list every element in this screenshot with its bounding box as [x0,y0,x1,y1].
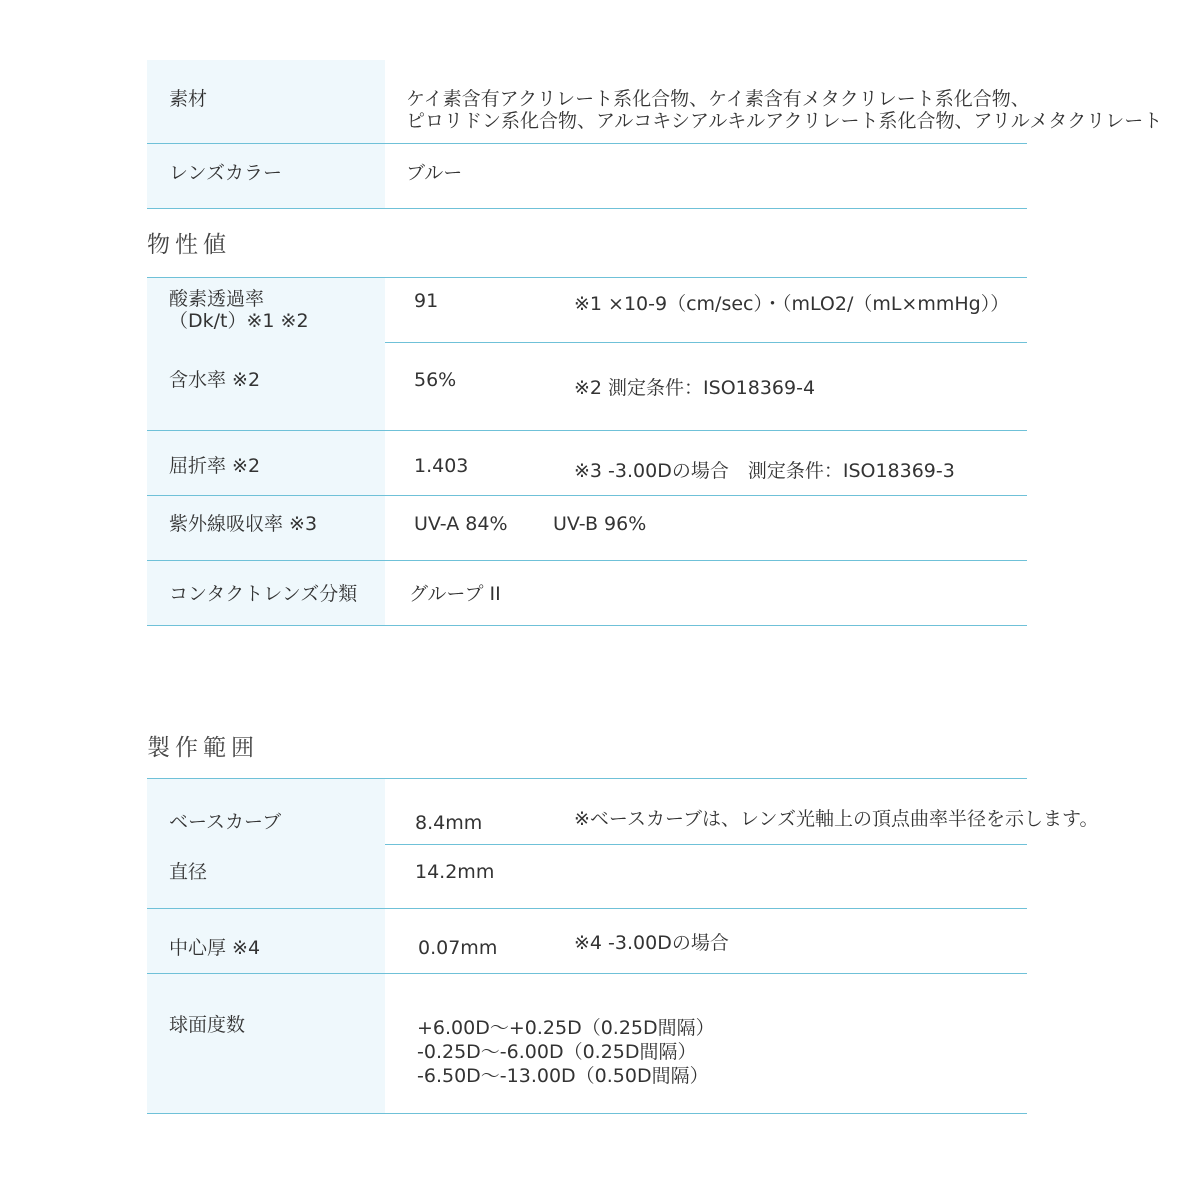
oxygen-row [147,277,1027,343]
material-label: 素材 [169,88,208,110]
lens-color-label: レンズカラー [169,162,282,184]
center-thickness-label: 中心厚 ※4 [169,937,261,959]
center-thickness-note: ※4 -3.00Dの場合 [574,932,729,954]
refractive-index-value: 1.403 [414,455,469,477]
oxygen-value: 91 [414,290,439,312]
lens-classification-row [147,561,1027,626]
sphere-power-range-3: -6.50D～-13.00D（0.50D間隔） [417,1065,709,1087]
sphere-power-values [417,1016,715,1088]
physical-properties-heading: 物性値 [147,232,231,258]
diameter-label: 直径 [169,861,208,883]
refractive-index-label: 屈折率 ※2 [169,455,261,477]
refractive-index-row [147,431,1027,496]
production-range-heading: 製作範囲 [147,735,259,761]
material-line-1: ケイ素含有アクリレート系化合物、ケイ素含有メタクリレート系化合物、 [406,88,1030,110]
base-curve-value: 8.4mm [415,812,483,834]
diameter-value: 14.2mm [415,861,495,883]
water-content-value: 56% [414,369,457,391]
oxygen-label-line-1: 酸素透過率 [169,288,265,310]
base-curve-row [147,778,1099,845]
label-cell [147,974,385,1113]
lens-color-row [147,144,1027,209]
refractive-index-note: ※3 -3.00Dの場合 測定条件：ISO18369-3 [574,460,955,482]
lens-classification-label: コンタクトレンズ分類 [169,583,358,605]
sphere-power-row [147,974,1027,1114]
sphere-power-range-2: -0.25D～-6.00D（0.25D間隔） [417,1041,697,1063]
sphere-power-range-1: +6.00D～+0.25D（0.25D間隔） [417,1017,715,1039]
material-value [406,88,1162,132]
material-row [147,60,1163,144]
oxygen-label-line-2: （Dk/t）※1 ※2 [169,310,309,332]
sphere-power-label: 球面度数 [169,1014,246,1036]
base-curve-note: ※ベースカーブは、レンズ光軸上の頂点曲率半径を示します。 [574,808,1099,830]
uvb-value: UV-B 96% [553,513,647,535]
uv-absorption-label: 紫外線吸収率 ※3 [169,513,318,535]
oxygen-label [169,288,309,332]
water-content-note: ※2 測定条件：ISO18369-4 [574,377,816,399]
center-thickness-value: 0.07mm [418,937,498,959]
diameter-row [147,844,1027,909]
water-content-row [147,342,1027,431]
lens-classification-value: グループ II [409,583,501,605]
material-line-2: ピロリドン系化合物、アルコキシアルキルアクリレート系化合物、アリルメタクリレート [406,110,1163,132]
uv-absorption-row [147,496,1027,561]
oxygen-note: ※1 ×10-9（cm/sec）・（mLO2/（mL×mmHg）） [574,293,1010,315]
base-curve-label: ベースカーブ [169,811,282,833]
center-thickness-row [147,909,1027,974]
water-content-label: 含水率 ※2 [169,369,261,391]
lens-color-value: ブルー [406,162,463,184]
uva-value: UV-A 84% [414,513,508,535]
